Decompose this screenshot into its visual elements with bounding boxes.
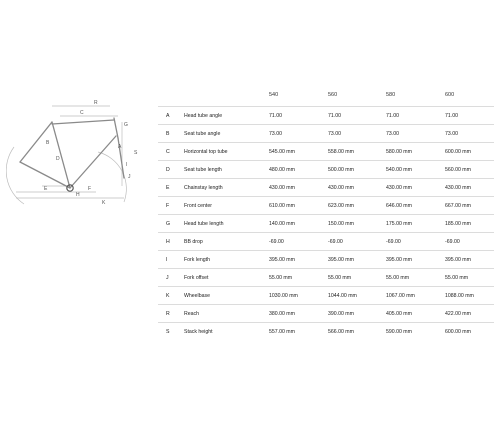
diagram-label-i: I xyxy=(126,162,128,168)
diagram-label-e: E xyxy=(44,186,48,192)
bike-geometry-diagram xyxy=(6,92,156,222)
diagram-label-j: J xyxy=(128,174,131,180)
diagram-label-d: D xyxy=(56,156,60,162)
row-value: 73.00 xyxy=(328,131,341,137)
row-value: -69.00 xyxy=(269,239,284,245)
chainstay xyxy=(20,162,70,188)
down-tube xyxy=(70,136,116,188)
row-label: Fork offset xyxy=(184,275,209,281)
row-letter: D xyxy=(166,167,170,173)
row-letter: R xyxy=(166,311,170,317)
row-value: 405.00 mm xyxy=(386,311,412,317)
table-row xyxy=(158,232,494,251)
row-value: -69.00 xyxy=(328,239,343,245)
row-letter: B xyxy=(166,131,170,137)
row-label: Seat tube angle xyxy=(184,131,221,137)
row-value: -69.00 xyxy=(386,239,401,245)
diagram-label-c: C xyxy=(80,110,84,116)
row-value: 55.00 mm xyxy=(328,275,352,281)
row-label: BB drop xyxy=(184,239,203,245)
row-value: 610.00 mm xyxy=(269,203,295,209)
row-value: 1030.00 mm xyxy=(269,293,298,299)
rear-wheel-arc xyxy=(6,147,24,204)
row-value: 600.00 mm xyxy=(445,329,471,335)
row-value: 71.00 xyxy=(328,113,341,119)
row-value: 646.00 mm xyxy=(386,203,412,209)
table-row xyxy=(158,124,494,143)
row-label: Seat tube length xyxy=(184,167,222,173)
row-value: 430.00 mm xyxy=(269,185,295,191)
row-value: 540.00 mm xyxy=(386,167,412,173)
row-value: 71.00 xyxy=(269,113,282,119)
row-value: 395.00 mm xyxy=(445,257,471,263)
top-tube xyxy=(52,120,114,124)
diagram-label-r: R xyxy=(94,100,98,106)
row-value: 558.00 mm xyxy=(328,149,354,155)
row-value: 500.00 mm xyxy=(328,167,354,173)
table-row xyxy=(158,304,494,323)
row-value: 1088.00 mm xyxy=(445,293,474,299)
row-label: Stack height xyxy=(184,329,213,335)
row-letter: J xyxy=(166,275,169,281)
row-value: 55.00 mm xyxy=(386,275,410,281)
row-value: 580.00 mm xyxy=(386,149,412,155)
row-value: 185.00 mm xyxy=(445,221,471,227)
row-value: 566.00 mm xyxy=(328,329,354,335)
table-row xyxy=(158,106,494,125)
head-tube xyxy=(114,118,118,138)
row-label: Chainstay length xyxy=(184,185,223,191)
diagram-label-b: B xyxy=(46,140,50,146)
row-value: 55.00 mm xyxy=(269,275,293,281)
row-letter: F xyxy=(166,203,170,209)
row-letter: G xyxy=(166,221,171,227)
row-value: 560.00 mm xyxy=(445,167,471,173)
row-letter: A xyxy=(166,113,170,119)
row-label: Fork length xyxy=(184,257,210,263)
size-header-600: 600 xyxy=(445,92,455,98)
seat-tube xyxy=(52,122,70,188)
row-label: Wheelbase xyxy=(184,293,210,299)
row-label: Front center xyxy=(184,203,212,209)
table-row xyxy=(158,160,494,179)
size-header-540: 540 xyxy=(269,92,279,98)
row-value: 380.00 mm xyxy=(269,311,295,317)
table-row xyxy=(158,322,494,341)
row-label: Head tube length xyxy=(184,221,224,227)
row-value: 73.00 xyxy=(269,131,282,137)
row-value: 600.00 mm xyxy=(445,149,471,155)
table-row xyxy=(158,142,494,161)
row-label: Head tube angle xyxy=(184,113,223,119)
row-value: 140.00 mm xyxy=(269,221,295,227)
row-value: 395.00 mm xyxy=(386,257,412,263)
row-value: 623.00 mm xyxy=(328,203,354,209)
row-value: 390.00 mm xyxy=(328,311,354,317)
row-label: Reach xyxy=(184,311,199,317)
table-row xyxy=(158,196,494,215)
row-value: 150.00 mm xyxy=(328,221,354,227)
row-letter: K xyxy=(166,293,170,299)
row-value: 545.00 mm xyxy=(269,149,295,155)
row-letter: S xyxy=(166,329,170,335)
row-letter: E xyxy=(166,185,170,191)
table-row xyxy=(158,250,494,269)
row-value: 55.00 mm xyxy=(445,275,469,281)
row-value: 1044.00 mm xyxy=(328,293,357,299)
row-value: 430.00 mm xyxy=(386,185,412,191)
row-value: 430.00 mm xyxy=(328,185,354,191)
table-row xyxy=(158,178,494,197)
row-value: 71.00 xyxy=(386,113,399,119)
size-header-560: 560 xyxy=(328,92,338,98)
row-value: 175.00 mm xyxy=(386,221,412,227)
diagram-label-g: G xyxy=(124,122,128,128)
table-row xyxy=(158,286,494,305)
row-value: -69.00 xyxy=(445,239,460,245)
row-value: 395.00 mm xyxy=(269,257,295,263)
row-value: 73.00 xyxy=(445,131,458,137)
row-label: Horizontal top tube xyxy=(184,149,228,155)
row-letter: H xyxy=(166,239,170,245)
size-header-580: 580 xyxy=(386,92,396,98)
row-value: 422.00 mm xyxy=(445,311,471,317)
row-value: 73.00 xyxy=(386,131,399,137)
diagram-label-h: H xyxy=(76,192,80,198)
row-value: 667.00 mm xyxy=(445,203,471,209)
row-letter: C xyxy=(166,149,170,155)
row-value: 395.00 mm xyxy=(328,257,354,263)
diagram-label-f: F xyxy=(88,186,92,192)
row-value: 1067.00 mm xyxy=(386,293,415,299)
row-value: 71.00 xyxy=(445,113,458,119)
row-value: 590.00 mm xyxy=(386,329,412,335)
row-value: 480.00 mm xyxy=(269,167,295,173)
diagram-label-s: S xyxy=(134,150,138,156)
diagram-label-k: K xyxy=(102,200,106,206)
row-value: 557.00 mm xyxy=(269,329,295,335)
row-letter: I xyxy=(166,257,168,263)
diagram-label-a: A xyxy=(118,144,122,150)
table-row xyxy=(158,268,494,287)
row-value: 430.00 mm xyxy=(445,185,471,191)
table-row xyxy=(158,214,494,233)
